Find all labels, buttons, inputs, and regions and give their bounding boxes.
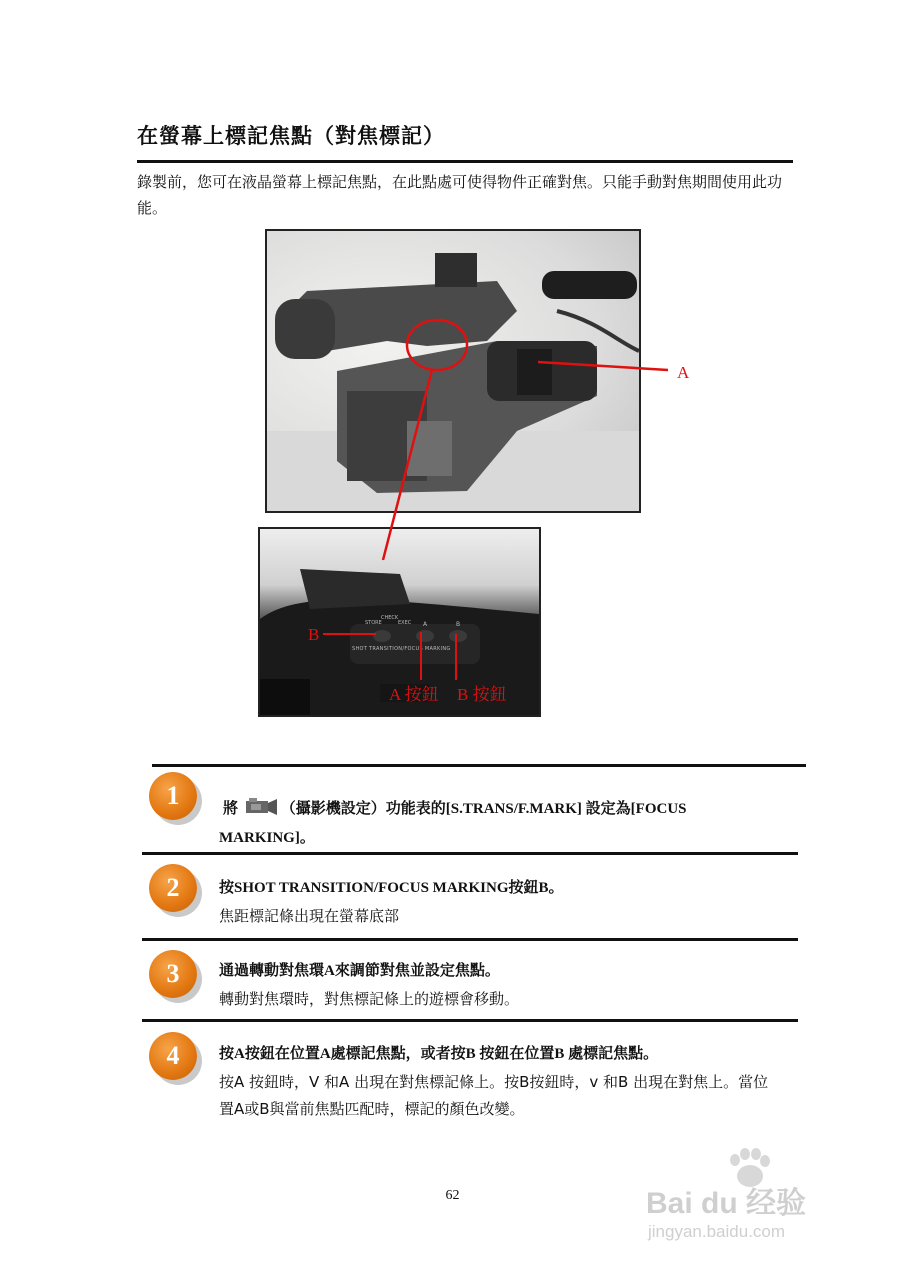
step-badge-2: 2	[149, 864, 197, 912]
panel-key-b: B	[456, 621, 461, 628]
step-2-top-rule	[142, 852, 798, 855]
step-badge-4: 4	[149, 1032, 197, 1080]
page-number: 62	[445, 1188, 460, 1203]
step-1-body: （攝影機設定）功能表的[S.TRANS/F.MARK] 設定為[FOCUS MARKING]。	[219, 801, 687, 846]
step-1-prefix: 將	[223, 801, 239, 817]
step-3-top-rule	[142, 938, 798, 941]
step-1-text	[219, 795, 779, 852]
step-4-detail: 按A 按鈕時，V 和A 出現在對焦標記條上。按B按鈕時，v 和B 出現在對焦上。當位置A或B與當前焦點匹配時，標記的顏色改變。	[219, 1073, 769, 1118]
panel-key-store: STORE	[365, 620, 382, 626]
step-1-top-rule	[152, 764, 806, 767]
panel-label: SHOT TRANSITION/FOCUS MARKING	[352, 646, 451, 652]
panel-key-exec: EXEC	[398, 620, 412, 626]
label-b: B	[308, 625, 320, 644]
panel-key-check: CHECK	[381, 615, 399, 621]
label-a-button: A 按鈕	[389, 685, 439, 704]
camera-settings-icon	[245, 797, 279, 824]
step-4-top-rule	[142, 1019, 798, 1022]
label-a: A	[677, 363, 690, 382]
panel-key-a: A	[423, 621, 428, 628]
step-3-heading: 通過轉動對焦環A來調節對焦並設定焦點。	[219, 963, 500, 979]
page-title: 在螢幕上標記焦點（對焦標記）	[137, 124, 445, 148]
step-2-heading: 按SHOT TRANSITION/FOCUS MARKING按鈕B。	[219, 880, 564, 896]
step-badge-1: 1	[149, 772, 197, 820]
step-badge-3: 3	[149, 950, 197, 998]
step-2-detail: 焦距標記條出現在螢幕底部	[219, 907, 400, 925]
step-4-heading: 按A按鈕在位置A處標記焦點，或者按B 按鈕在位置B 處標記焦點。	[219, 1046, 659, 1062]
step-3-detail: 轉動對焦環時，對焦標記條上的遊標會移動。	[219, 990, 520, 1008]
label-b-button: B 按鈕	[457, 685, 507, 704]
intro-paragraph: 錄製前，您可在液晶螢幕上標記焦點，在此點處可使得物件正確對焦。只能手動對焦期間使用此功能。	[137, 173, 783, 217]
watermark-url: jingyan.baidu.com	[648, 1222, 786, 1241]
watermark-brand: Bai du 经验	[646, 1187, 807, 1220]
